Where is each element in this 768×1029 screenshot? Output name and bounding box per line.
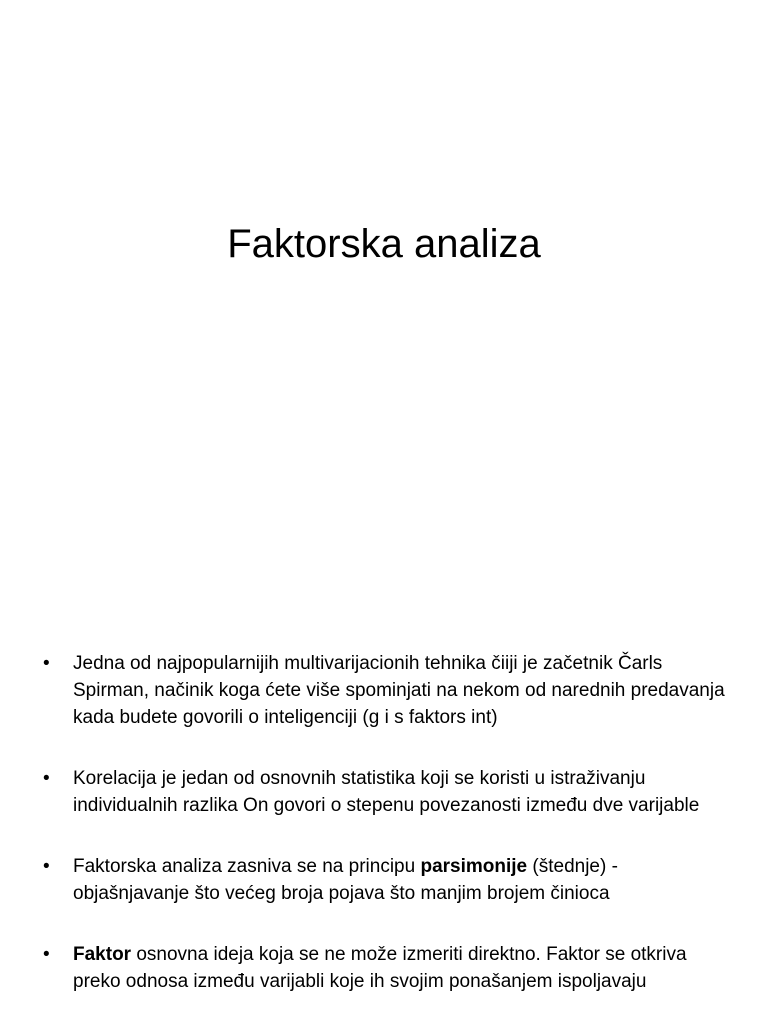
bullet-text-after: (štednje) - objašnjavanje što većeg broja pojava što manjim brojem činioca: [73, 856, 618, 904]
bullet-text-after: osnovna ideja koja se ne može izmeriti direktno. Faktor se otkriva preko odnosa između varijabli koje ih svojim ponašanjem ispoljavaju: [73, 944, 687, 992]
bullet-item-4: [40, 941, 730, 995]
bullet-item-2: [40, 765, 730, 819]
bullet-marker: •: [43, 856, 50, 877]
bullet-list: [40, 650, 730, 1029]
bullet-marker: •: [43, 768, 50, 789]
bullet-marker: •: [43, 944, 50, 965]
slide-title: Faktorska analiza: [227, 222, 541, 266]
bullet-text-before: Faktorska analiza zasniva se na principu: [73, 856, 421, 877]
bullet-text: Jedna od najpopularnijih multivarijacionih tehnika čiiji je začetnik Čarls Spirman, načinik koga ćete više spominjati na nekom od narednih predavanja kada budete govorili o inteligenciji (g i s faktors int): [73, 653, 725, 728]
bullet-text: Korelacija je jedan od osnovnih statistika koji se koristi u istraživanju individualnih razlika On govori o stepenu povezanosti između dve varijable: [73, 768, 700, 816]
bullet-marker: •: [43, 653, 50, 674]
bullet-item-1: [40, 650, 730, 731]
bullet-item-3: [40, 853, 730, 907]
bullet-text-bold: parsimonije: [420, 856, 528, 877]
bullet-text-bold: Faktor: [73, 944, 132, 965]
